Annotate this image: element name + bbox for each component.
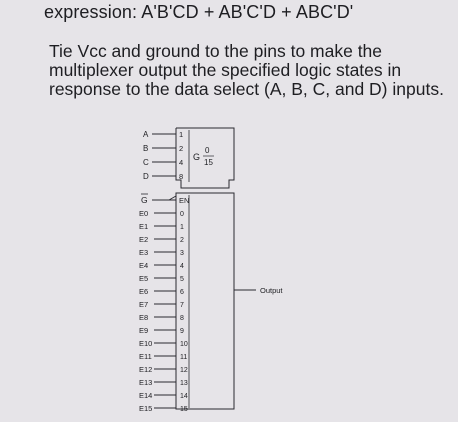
- active-low-indicator: [169, 196, 176, 200]
- instruction-line: multiplexer output the specified logic states in: [49, 60, 402, 80]
- select-weight-label: 2: [179, 144, 184, 153]
- data-input-number: 12: [180, 367, 188, 374]
- data-inputs: [139, 209, 188, 413]
- data-input-label: E3: [139, 248, 149, 257]
- data-input-e1[interactable]: [139, 222, 184, 231]
- data-input-label: E6: [139, 287, 149, 296]
- data-input-e6[interactable]: [139, 287, 184, 296]
- data-input-number: 2: [180, 237, 184, 244]
- select-input-b[interactable]: [143, 144, 183, 153]
- data-input-label: E2: [139, 235, 149, 244]
- data-input-e9[interactable]: [139, 326, 184, 335]
- data-input-e15[interactable]: [139, 404, 188, 413]
- data-input-number: 15: [180, 406, 188, 413]
- select-input-a[interactable]: [143, 130, 183, 139]
- data-input-e12[interactable]: [139, 365, 188, 374]
- expression-text: expression: A'B'CD + AB'C'D + ABC'D': [44, 2, 354, 22]
- instruction-line: Tie Vcc and ground to the pins to make the: [49, 41, 383, 61]
- data-input-label: E14: [139, 391, 153, 400]
- enable-input-label: G: [141, 195, 148, 205]
- select-input-label: B: [143, 144, 149, 153]
- data-input-label: E0: [139, 209, 149, 218]
- data-input-e13[interactable]: [139, 378, 188, 387]
- data-input-number: 4: [180, 263, 184, 270]
- data-input-label: E12: [139, 365, 153, 374]
- mux-output[interactable]: [234, 286, 283, 295]
- data-input-number: 7: [180, 302, 184, 309]
- data-input-label: E5: [139, 274, 149, 283]
- select-weight-label: 8: [179, 172, 184, 181]
- group-range-top: 0: [205, 146, 210, 155]
- data-input-e5[interactable]: [139, 274, 184, 283]
- data-input-e14[interactable]: [139, 391, 188, 400]
- data-input-number: 1: [180, 224, 184, 231]
- select-input-label: D: [143, 172, 149, 181]
- mux-body: [176, 193, 234, 409]
- output-label: Output: [260, 286, 283, 295]
- data-input-e4[interactable]: [139, 261, 184, 270]
- enable-input[interactable]: [141, 194, 189, 205]
- select-input-c[interactable]: [143, 158, 183, 167]
- data-input-label: E1: [139, 222, 149, 231]
- enable-label: EN: [179, 196, 190, 205]
- data-input-number: 14: [180, 393, 188, 400]
- data-input-number: 11: [180, 354, 188, 361]
- data-input-label: E15: [139, 404, 153, 413]
- data-input-label: E9: [139, 326, 149, 335]
- data-input-e3[interactable]: [139, 248, 184, 257]
- data-input-e0[interactable]: [139, 209, 184, 218]
- data-input-e10[interactable]: [139, 339, 188, 348]
- data-input-e2[interactable]: [139, 235, 184, 244]
- data-input-number: 13: [180, 380, 188, 387]
- data-input-number: 10: [180, 341, 188, 348]
- data-input-label: E7: [139, 300, 149, 309]
- select-input-label: A: [143, 130, 149, 139]
- instruction-line: response to the data select (A, B, C, and D) inputs.: [49, 79, 444, 99]
- data-input-number: 6: [180, 289, 184, 296]
- data-input-number: 0: [180, 211, 184, 218]
- select-weight-label: 4: [179, 158, 184, 167]
- data-input-label: E11: [139, 352, 152, 361]
- group-range-bottom: 15: [204, 158, 213, 167]
- data-input-label: E13: [139, 378, 153, 387]
- data-input-e8[interactable]: [139, 313, 184, 322]
- data-input-number: 5: [180, 276, 184, 283]
- data-input-number: 9: [180, 328, 184, 335]
- data-input-e11[interactable]: [139, 352, 187, 361]
- data-input-label: E10: [139, 339, 153, 348]
- data-input-label: E8: [139, 313, 149, 322]
- data-input-e7[interactable]: [139, 300, 184, 309]
- data-input-number: 8: [180, 315, 184, 322]
- data-input-label: E4: [139, 261, 149, 270]
- group-label: G: [193, 152, 201, 162]
- data-input-number: 3: [180, 250, 184, 257]
- select-weight-label: 1: [179, 130, 184, 139]
- select-input-label: C: [143, 158, 149, 167]
